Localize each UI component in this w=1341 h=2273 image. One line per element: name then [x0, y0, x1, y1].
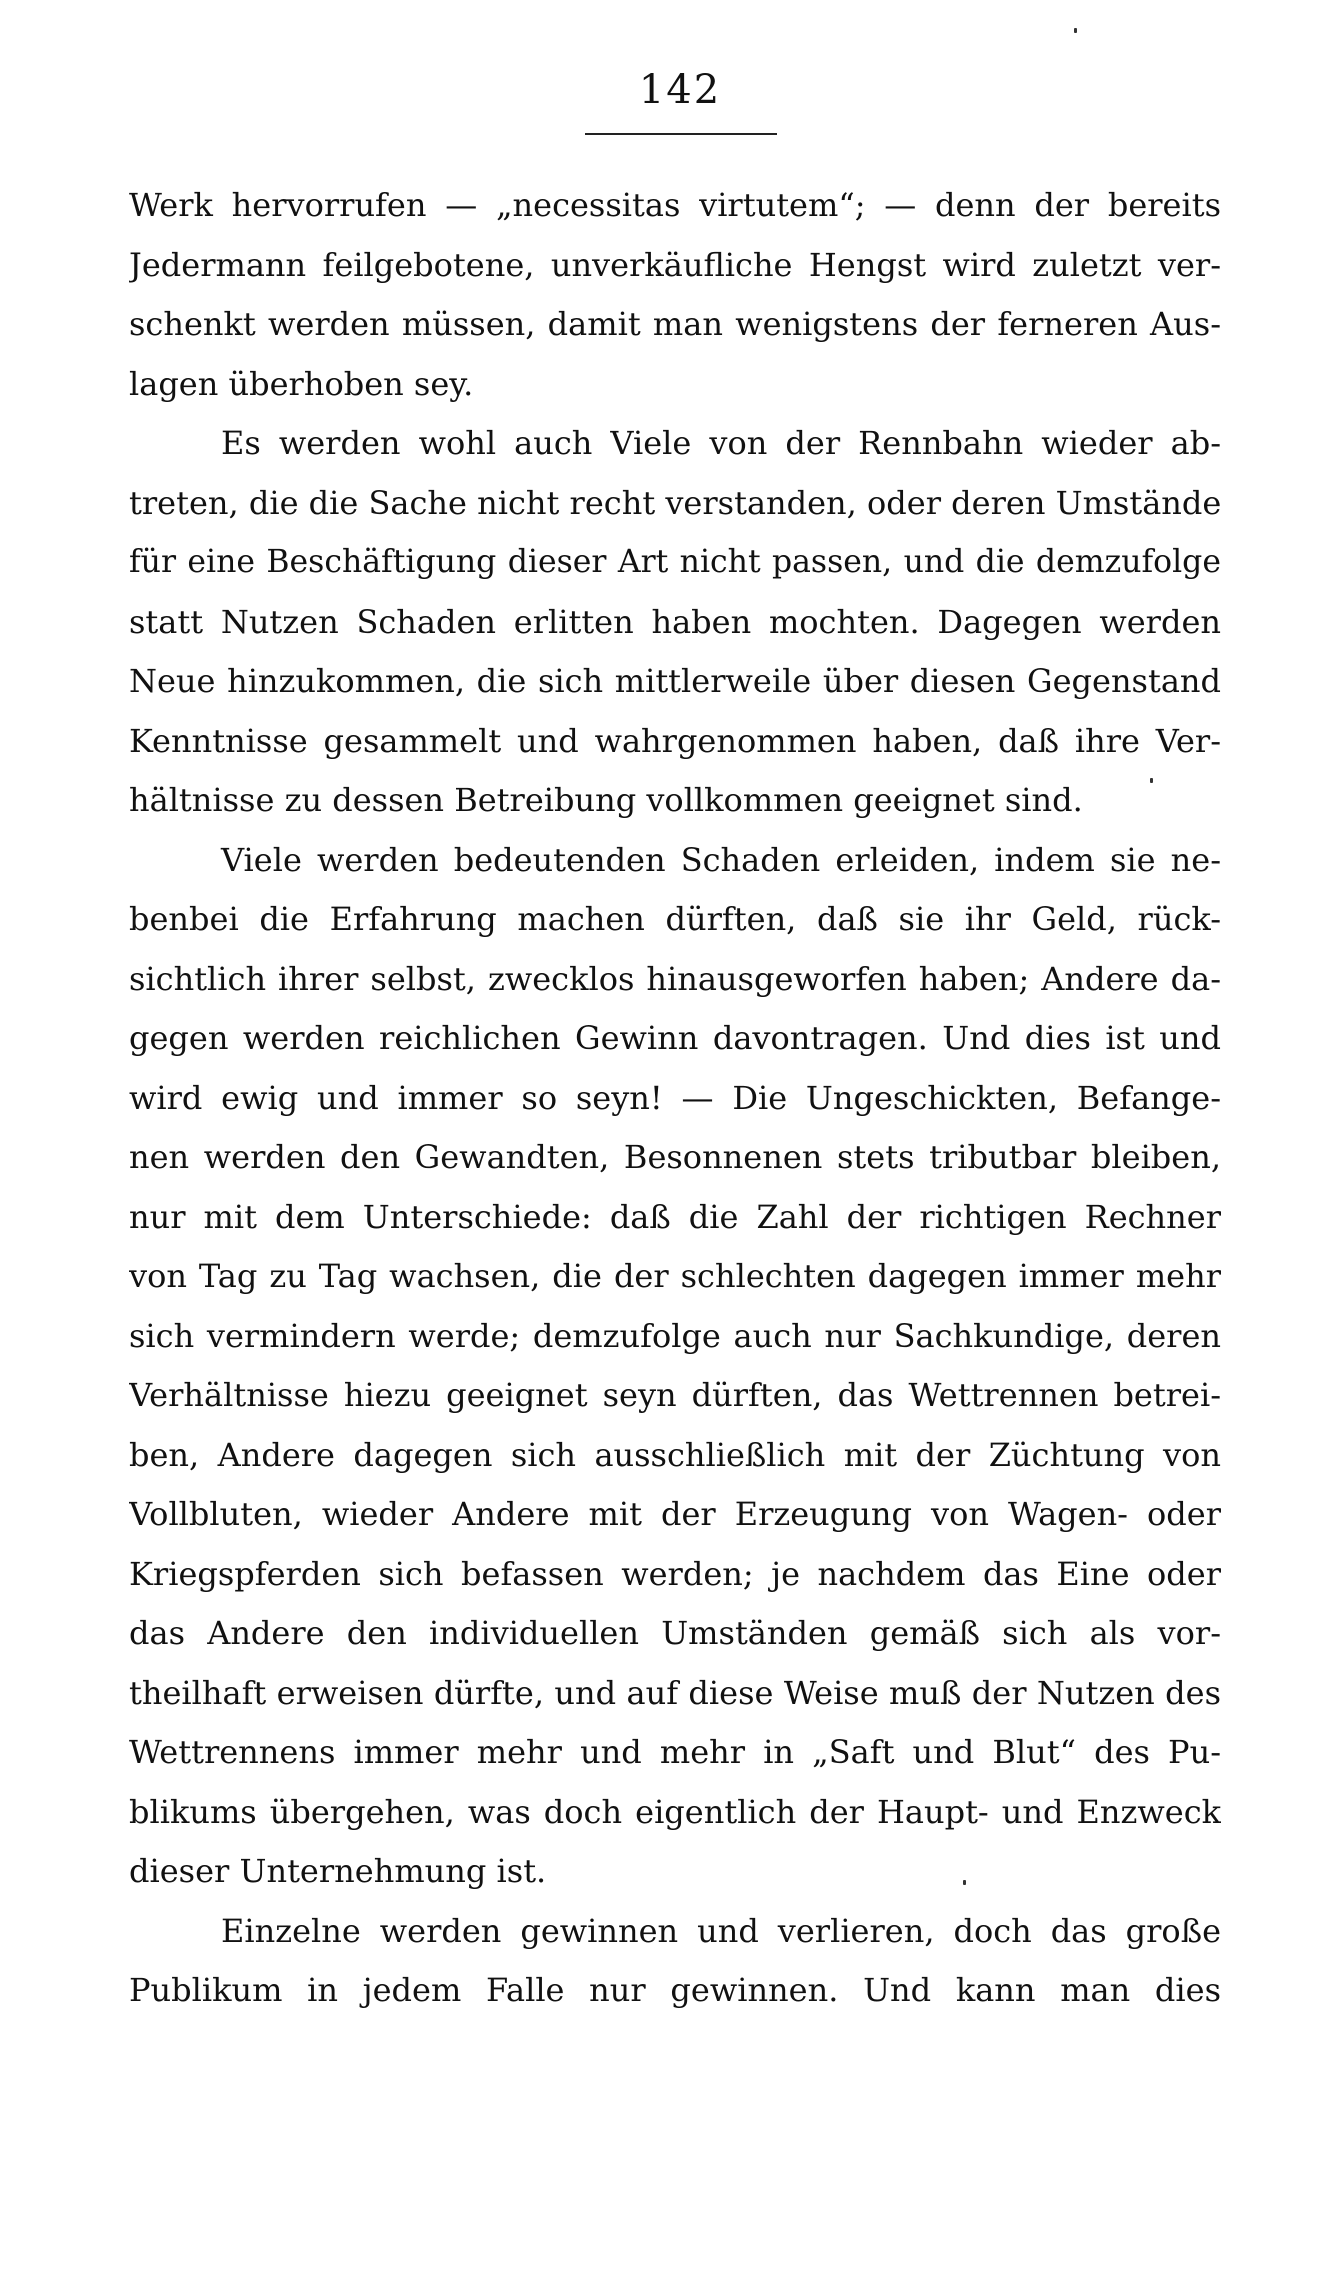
text-line: blikums übergehen, was doch eigentlich der Haupt- und Enzweck	[129, 1792, 1221, 1831]
text-line: hältnisse zu dessen Betreibung vollkommen geeignet sind.	[129, 781, 1083, 819]
text-line: Jedermann feilgebotene, unverkäufliche Hengst wird zuletzt ver-	[129, 245, 1221, 284]
text-line: Kriegspferden sich befassen werden; je nachdem das Eine oder	[129, 1554, 1221, 1593]
paper-speck	[1074, 28, 1077, 33]
text-line: nen werden den Gewandten, Besonnenen stets tributbar bleiben,	[129, 1138, 1221, 1176]
text-line: nur mit dem Unterschiede: daß die Zahl der richtigen Rechner	[129, 1197, 1221, 1236]
paper-speck	[963, 1880, 966, 1885]
text-line: für eine Beschäftigung dieser Art nicht passen, und die demzufolge	[129, 544, 1221, 580]
paper-speck	[1150, 778, 1153, 783]
text-line: Es werden wohl auch Viele von der Rennbahn wieder ab-	[221, 424, 1221, 462]
text-line: Viele werden bedeutenden Schaden erleiden, indem sie ne-	[221, 840, 1221, 879]
text-line: sich vermindern werde; demzufolge auch nur Sachkundige, deren	[129, 1316, 1221, 1355]
text-line: benbei die Erfahrung machen dürften, daß sie ihr Geld, rück-	[129, 900, 1221, 938]
text-line: theilhaft erweisen dürfte, und auf diese Weise muß der Nutzen des	[129, 1673, 1221, 1712]
text-line: von Tag zu Tag wachsen, die der schlechten dagegen immer mehr	[129, 1257, 1221, 1295]
body-text	[129, 176, 1221, 2021]
text-line: Vollbluten, wieder Andere mit der Erzeugung von Wagen- oder	[129, 1495, 1221, 1533]
text-line: Einzelne werden gewinnen und verlieren, doch das große	[221, 1911, 1221, 1950]
text-line: das Andere den individuellen Umständen gemäß sich als vor-	[129, 1614, 1221, 1652]
text-line: schenkt werden müssen, damit man wenigstens der ferneren Aus-	[129, 305, 1221, 343]
page-number: 142	[638, 67, 722, 113]
text-line: Wettrennens immer mehr und mehr in „Saft und Blut“ des Pu-	[129, 1733, 1221, 1771]
text-line: ben, Andere dagegen sich ausschließlich mit der Züchtung von	[129, 1435, 1221, 1474]
text-line: wird ewig und immer so seyn! — Die Ungeschickten, Befange-	[129, 1078, 1221, 1117]
text-line: sichtlich ihrer selbst, zwecklos hinausgeworfen haben; Andere da-	[129, 959, 1221, 998]
text-line: Publikum in jedem Falle nur gewinnen. Und kann man dies	[129, 1971, 1221, 2009]
text-line: Verhältnisse hiezu geeignet seyn dürften, das Wettrennen betrei-	[129, 1376, 1221, 1414]
text-line: Neue hinzukommen, die sich mittlerweile über diesen Gegenstand	[129, 662, 1221, 700]
text-line: dieser Unternehmung ist.	[129, 1852, 547, 1890]
text-line: statt Nutzen Schaden erlitten haben mochten. Dagegen werden	[129, 602, 1221, 641]
text-line: Werk hervorrufen — „necessitas virtutem“; — denn der bereits	[129, 186, 1221, 224]
text-line: gegen werden reichlichen Gewinn davontragen. Und dies ist und	[129, 1019, 1221, 1057]
header-rule	[585, 133, 777, 135]
text-line: treten, die die Sache nicht recht verstanden, oder deren Umstände	[129, 483, 1221, 522]
text-line: Kenntnisse gesammelt und wahrgenommen haben, daß ihre Ver-	[129, 721, 1221, 760]
text-line: lagen überhoben sey.	[129, 364, 474, 403]
